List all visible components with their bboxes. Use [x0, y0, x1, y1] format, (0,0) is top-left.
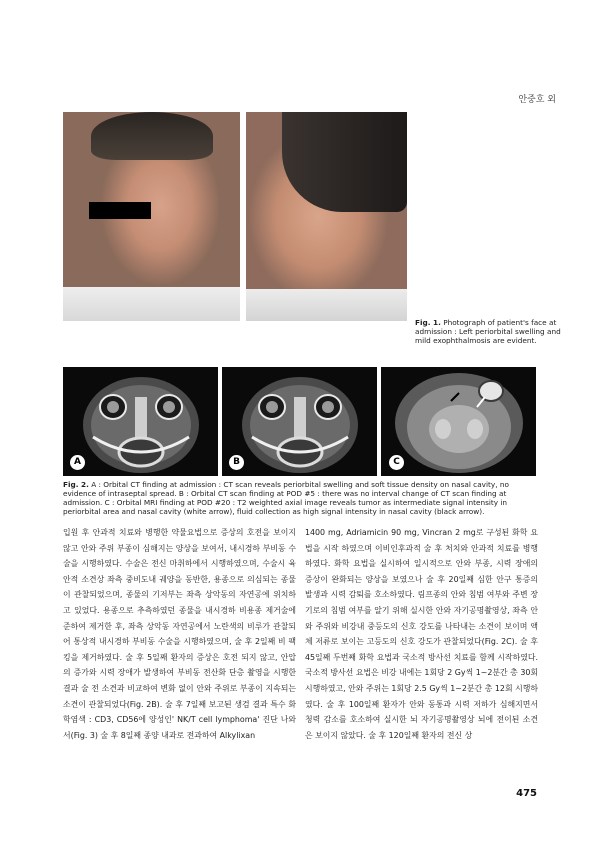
- patient-photo-frontal: [63, 112, 240, 321]
- hair-shape: [91, 112, 213, 160]
- panel-label-a: A: [70, 455, 85, 470]
- mri-scan-panel-c: [381, 367, 536, 476]
- figure-2-caption-text: A : Orbital CT finding at admission : CT scan reveals periorbital swelling and soft tissue density on nasal cavity, no evidence of intraseptal spread. B : Orbital CT scan finding at POD #5 : there was no interval change of CT scan finding at admission. C : Orbital MRI finding at POD #20 : T2 weighted axial image reveals tumor as intermediate signal intensity in periorbital area and nasal cavity (white arrow), fluid collection as high signal intensity in nasal cavity (black arrow).: [63, 480, 509, 516]
- figure-1-caption: [415, 318, 565, 345]
- body-text-right-column: 1400 mg, Adriamicin 90 mg, Vincran 2 mg로 구성된 화학 요법을 시작 하였으며 이비인후과적 술 후 처치와 안과적 치료를 병행하였다. 화학 요법을 실시하여 일시적으로 안와 부종, 시력 장애의 증상이 완화되는 양상을 보였으나 술 후 20일째 심한 안구 통증의 발생과 시력 감퇴를 호소하였다. 림프종의 안와 침범 여부와 주변 장기로의 침범 여부를 알기 위해 실시한 안와 자기공명촬영상, 좌측 안와 주위와 비강내 중등도의 신호 강도를 나타내는 소견이 보이며 액체 저류로 보이는 고등도의 신호 강도가 관찰되었다(Fig. 2C). 술 후 45일째 두번째 화학 요법과 국소적 방사선 치료를 함께 시작하였다. 국소적 방사선 요법은 비강 내에는 1회당 2 Gy씩 1~2분간 총 30회 시행하였고, 안와 주위는 1회당 2.5 Gy씩 1~2분간 총 12회 시행하였다. 술 후 100일째 환자가 안와 동통과 시력 저하가 심해지면서 청력 감소를 호소하여 실시한 뇌 자기공명촬영상 뇌에 전이된 소견은 보이지 않았다. 술 후 120일째 환자의 전신 상: [305, 528, 538, 740]
- hair-shape: [282, 112, 407, 212]
- patient-photo-profile: [246, 112, 407, 321]
- panel-label-b: B: [229, 455, 244, 470]
- shirt-collar: [63, 287, 240, 321]
- page-number: 475: [516, 788, 537, 799]
- body-text-left-column: 입원 후 안과적 치료와 병행한 약물요법으로 증상의 호전을 보이지 않고 안와 주위 부종이 심해지는 양상을 보여서, 내시경하 부비동 수술을 시행하였다. 수술은 전신 마취하에서 시행하였으며, 수술시 육안적 소견상 좌측 중비도내 궤양을 동반한, 용종으로 의심되는 종물이 관찰되었으며, 종물의 기저부는 좌측 상악동의 자연공에 위치하고 있었다. 용종으로 추측하였던 종물을 내시경하 비용종 제거술에 준하여 제거한 후, 좌측 상악동 자연공에서 노란색의 비루가 관찰되어 통상적 내시경하 부비동 수술을 시행하였으며, 술 후 2일째 비 팩킹을 제거하였다. 술 후 5일째 환자의 증상은 호전 되지 않고, 안압의 증가와 시력 장애가 발생하여 부비동 전산화 단층 촬영을 시행한 결과 술 전 소견과 비교하여 변화 없이 안와 주위로 부종이 지속되는 소견이 관찰되었다(Fig. 2B). 술 후 7일째 보고된 생검 결과 특수 화학염색 : CD3, CD56에 양성인' NK/T cell lymphoma' 진단 나와서(Fig. 3) 술 후 8일째 종양 내과로 전과하여 Alkylixan: [63, 528, 296, 740]
- ct-scan-panel-b: [222, 367, 377, 476]
- figure-1-label: Fig. 1.: [415, 318, 441, 327]
- figure-1-caption-text: Photograph of patient's face at admission : Left periorbital swelling and mild exophthalmosis are evident.: [415, 318, 561, 345]
- figure-2-caption: [63, 480, 539, 516]
- ct-scan-panel-a: [63, 367, 218, 476]
- panel-label-c: C: [389, 455, 404, 470]
- figure-2-label: Fig. 2.: [63, 480, 89, 489]
- eye-censor-bar: [89, 202, 151, 219]
- running-header-author: 안중호 외: [518, 95, 556, 105]
- shirt-collar: [246, 289, 407, 321]
